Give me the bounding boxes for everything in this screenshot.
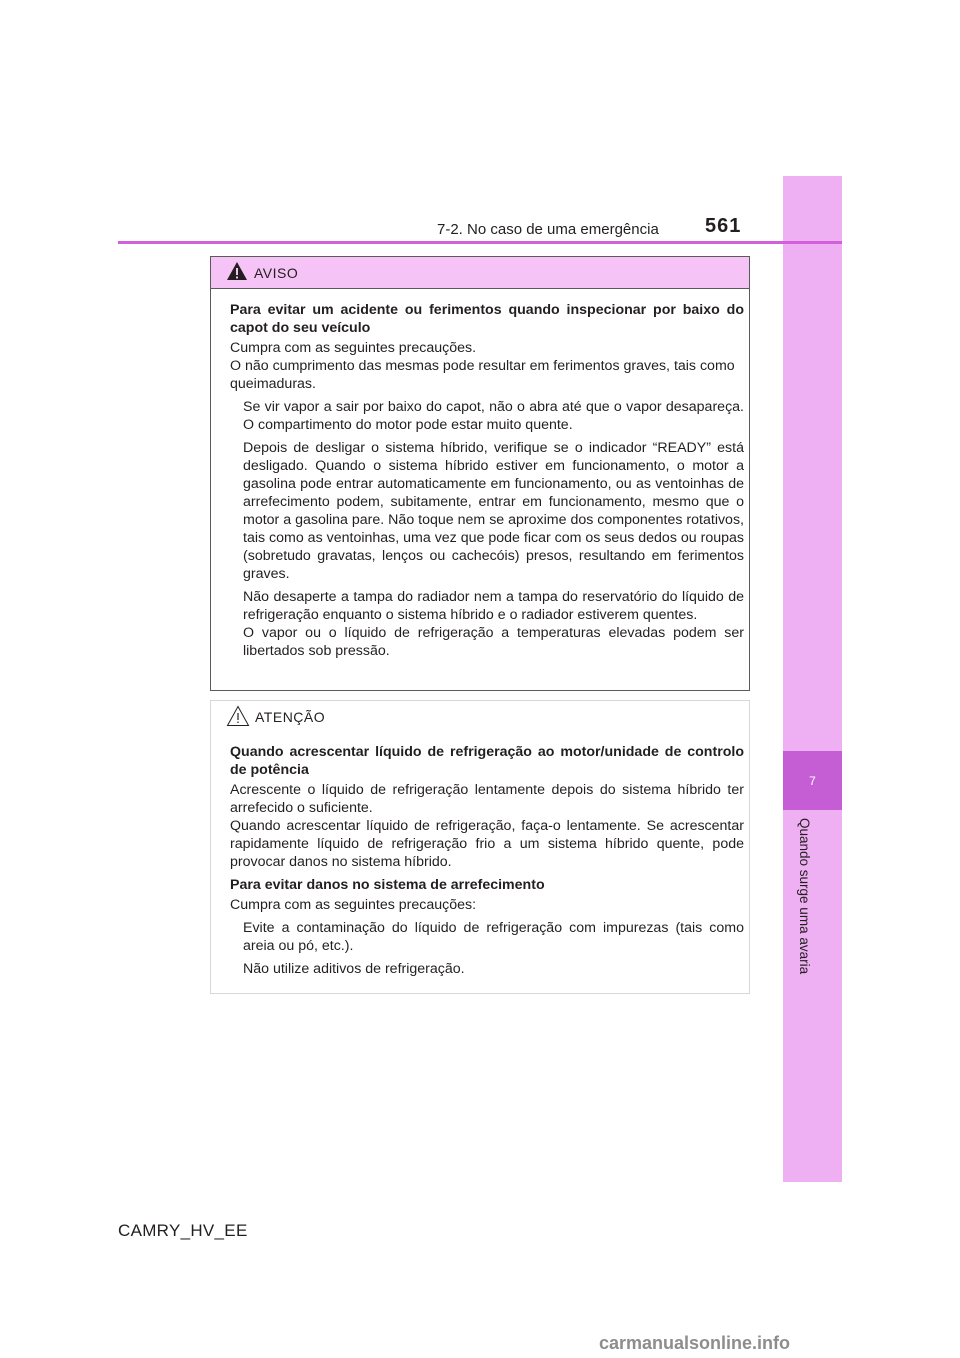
section-title: 7-2. No caso de uma emergência bbox=[437, 221, 659, 238]
caution-text-1 bbox=[230, 781, 744, 871]
chapter-number: 7 bbox=[809, 773, 816, 788]
warning-bullet-3-line1: Não desaperte a tampa do radiador nem a tampa do reservatório do líquido de refrigeração enquanto o sistema híbrido e o radiador estiverem quentes. bbox=[243, 589, 744, 623]
page-number: 561 bbox=[705, 215, 742, 237]
chapter-side-tab bbox=[783, 176, 842, 1182]
chapter-number-tab[interactable] bbox=[783, 751, 842, 810]
warning-intro-line2: O não cumprimento das mesmas pode resultar em ferimentos graves, tais como queimaduras. bbox=[230, 358, 735, 392]
caution-bullet-2: Não utilize aditivos de refrigeração. bbox=[243, 961, 465, 977]
warning-triangle-filled-icon bbox=[226, 261, 248, 286]
caution-label: ATENÇÃO bbox=[255, 709, 326, 725]
warning-content bbox=[230, 301, 744, 665]
header-rule bbox=[118, 241, 842, 244]
warning-triangle-outline-icon bbox=[226, 705, 250, 732]
warning-bullet-3 bbox=[230, 588, 744, 660]
caution-bullet-1: Evite a contaminação do líquido de refrigeração com impurezas (tais como areia ou pó, etc.). bbox=[243, 920, 744, 954]
chapter-title: Quando surge uma avaria bbox=[797, 818, 812, 975]
caution-box-header bbox=[211, 701, 749, 732]
warning-bullet-1: Se vir vapor a sair por baixo do capot, não o abra até que o vapor desapareça. O compartimento do motor pode estar muito quente. bbox=[243, 399, 744, 433]
warning-bullet-3-line2: O vapor ou o líquido de refrigeração a temperaturas elevadas podem ser libertados sob pressão. bbox=[243, 625, 744, 659]
caution-text-1a: Acrescente o líquido de refrigeração lentamente depois do sistema híbrido ter arrefecido o suficiente. bbox=[230, 782, 744, 816]
warning-intro bbox=[230, 339, 744, 393]
warning-bullet-2: Depois de desligar o sistema híbrido, verifique se o indicador “READY” está desligado. Quando o sistema híbrido estiver em funcionamento, o motor a gasolina pode entrar automaticamente em funcionamento, ou as ventoinhas de arrefecimento podem, subitamente, entrar em funcionamento, mesmo que o motor a gasolina pare. Não toque nem se aproxime dos componentes rotativos, tais como as ventoinhas, uma vez que pode ficar com os seus dedos ou roupas (sobretudo gravatas, lenços ou cachecóis) presos, resultando em ferimentos graves. bbox=[243, 440, 744, 582]
caution-intro-2: Cumpra com as seguintes precauções: bbox=[230, 897, 477, 913]
caution-text-1b: Quando acrescentar líquido de refrigeração, faça-o lentamente. Se acrescentar rapidamente líquido de refrigeração frio a um sistema híbrido quente, pode provocar danos no sistema híbrido. bbox=[230, 818, 744, 870]
warning-box bbox=[210, 256, 750, 691]
warning-intro-line1: Cumpra com as seguintes precauções. bbox=[230, 340, 477, 356]
warning-label: AVISO bbox=[254, 265, 299, 281]
warning-title: Para evitar um acidente ou ferimentos quando inspecionar por baixo do capot do seu veículo bbox=[230, 302, 744, 336]
caution-title-2: Para evitar danos no sistema de arrefecimento bbox=[230, 877, 545, 893]
document-code: CAMRY_HV_EE bbox=[118, 1221, 248, 1240]
caution-content bbox=[230, 743, 744, 983]
watermark: carmanualsonline.info bbox=[599, 1333, 791, 1353]
caution-box bbox=[210, 700, 750, 994]
caution-title-1: Quando acrescentar líquido de refrigeração ao motor/unidade de controlo de potência bbox=[230, 744, 744, 778]
warning-box-header bbox=[211, 257, 749, 289]
